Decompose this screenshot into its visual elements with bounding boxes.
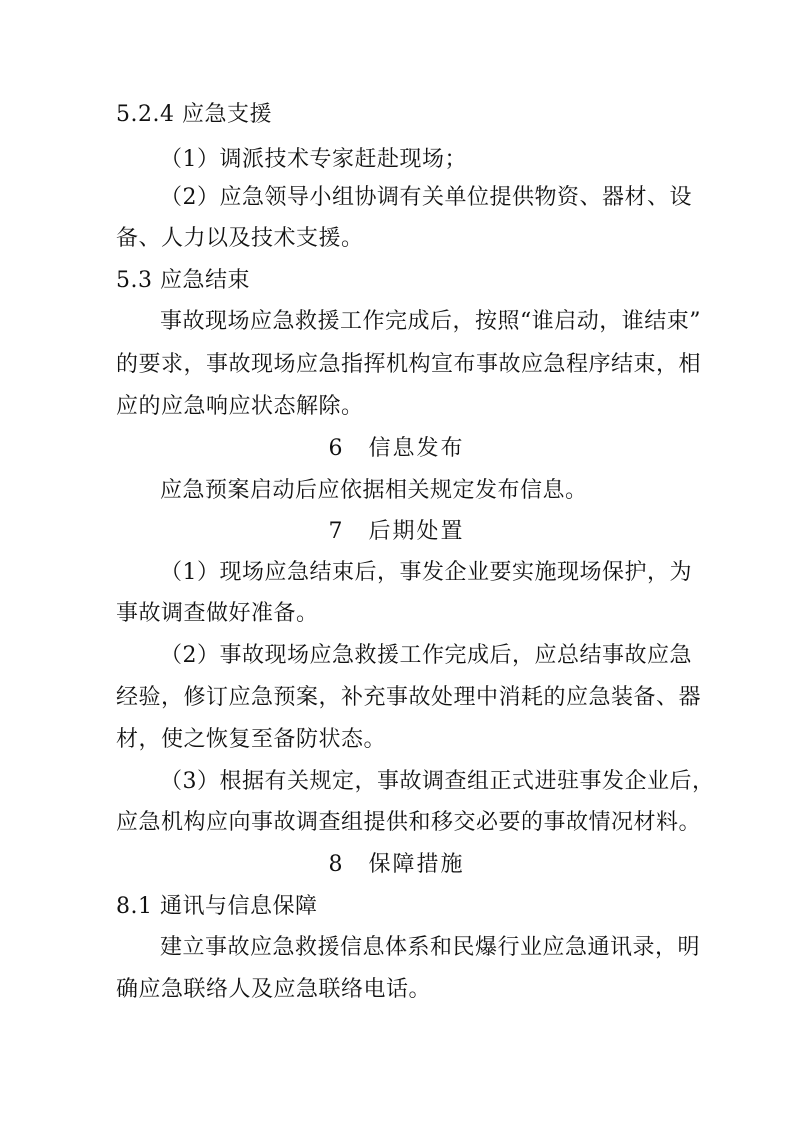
section-8-heading: 8 保障措施	[328, 852, 465, 877]
section-6-heading: 6 信息发布	[328, 436, 465, 461]
section-5-3-paragraph-line-2: 的要求，事故现场应急指挥机构宣布事故应急程序结束，相	[116, 352, 702, 377]
section-5-2-4-heading: 5.2.4 应急支援	[116, 102, 272, 127]
section-5-2-4-item-2-line-2: 备、人力以及技术支援。	[116, 226, 364, 251]
section-7-item-1-line-2: 事故调查做好准备。	[116, 601, 319, 626]
section-6-paragraph: 应急预案启动后应依据相关规定发布信息。	[160, 478, 588, 503]
section-5-3-paragraph-line-3: 应的应急响应状态解除。	[116, 394, 364, 419]
section-5-3-heading: 5.3 应急结束	[116, 268, 250, 293]
section-5-3-paragraph-line-1: 事故现场应急救援工作完成后，按照“谁启动，谁结束”	[160, 309, 701, 334]
section-8-1-paragraph-line-2: 确应急联络人及应急联络电话。	[116, 977, 432, 1002]
section-5-2-4-item-2-line-1: （2）应急领导小组协调有关单位提供物资、器材、设	[160, 185, 692, 210]
section-7-item-2-line-1: （2）事故现场应急救援工作完成后，应总结事故应急	[160, 643, 692, 668]
section-7-heading: 7 后期处置	[328, 519, 465, 544]
section-8-1-heading: 8.1 通讯与信息保障	[116, 894, 318, 919]
section-8-1-paragraph-line-1: 建立事故应急救援信息体系和民爆行业应急通讯录，明	[160, 935, 701, 960]
section-7-item-2-line-2: 经验，修订应急预案，补充事故处理中消耗的应急装备、器	[116, 685, 702, 710]
section-7-item-3-line-1: （3）根据有关规定，事故调查组正式进驻事发企业后，	[160, 769, 715, 794]
section-5-2-4-item-1: （1）调派技术专家赶赴现场；	[160, 147, 467, 172]
section-7-item-1-line-1: （1）现场应急结束后，事发企业要实施现场保护，为	[160, 560, 692, 585]
section-7-item-2-line-3: 材，使之恢复至备防状态。	[116, 727, 387, 752]
section-7-item-3-line-2: 应急机构应向事故调查组提供和移交必要的事故情况材料。	[116, 810, 702, 835]
